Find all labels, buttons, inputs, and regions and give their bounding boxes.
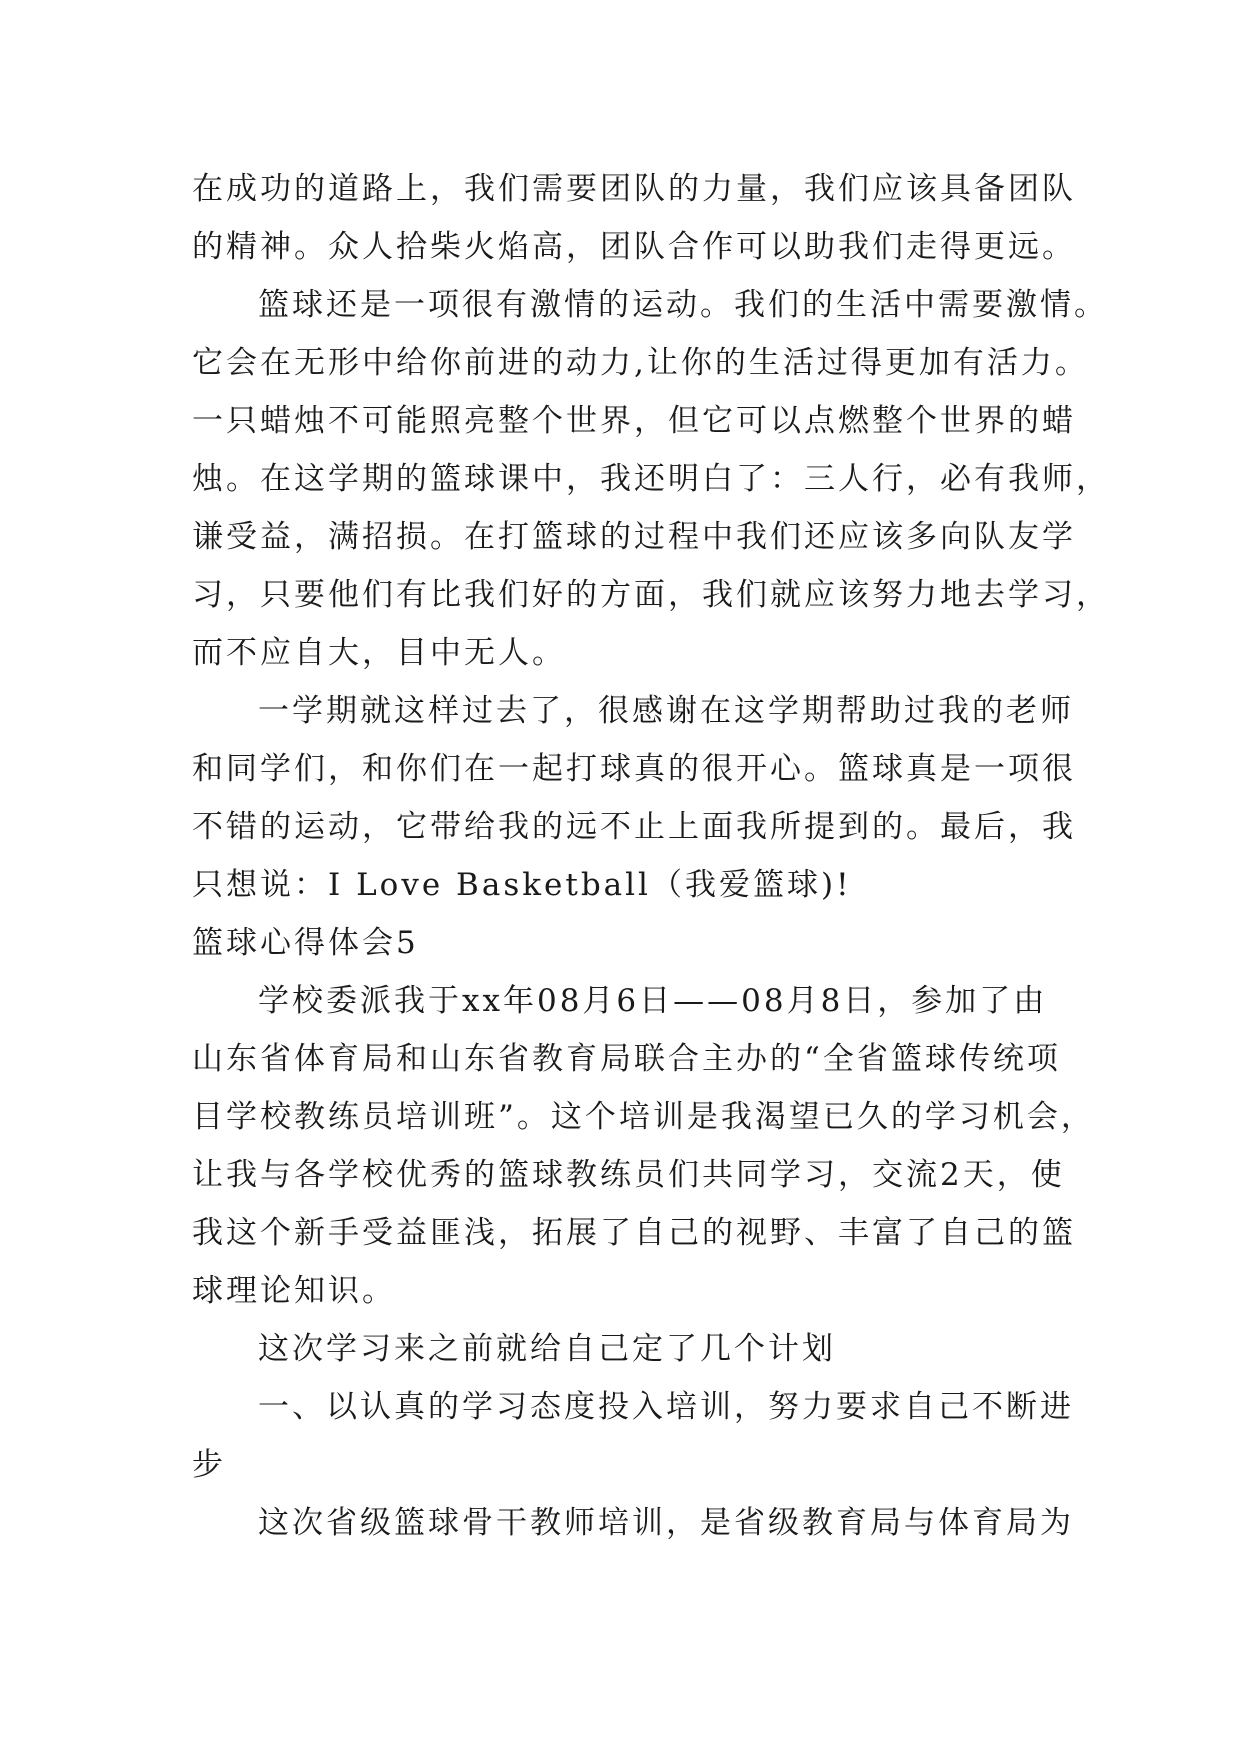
text-line: 在成功的道路上，我们需要团队的力量，我们应该具备团队 [192,171,1076,207]
text-line: 球理论知识。 [192,1273,396,1309]
text-line: 习，只要他们有比我们好的方面，我们就应该努力地去学习， [192,577,1110,613]
text-line: 谦受益，满招损。在打篮球的过程中我们还应该多向队友学 [192,519,1076,555]
paragraph-start-line: 这次省级篮球骨干教师培训，是省级教育局与体育局为 [258,1505,1074,1541]
text-line: 一只蜡烛不可能照亮整个世界，但它可以点燃整个世界的蜡 [192,403,1076,439]
text-line: 让我与各学校优秀的篮球教练员们共同学习，交流2天，使 [192,1157,1065,1193]
section-heading: 篮球心得体会5 [192,925,419,961]
text-line: 我这个新手受益匪浅，拓展了自己的视野、丰富了自己的篮 [192,1215,1076,1251]
text-line: 只想说：I Love Basketball（我爱篮球)! [192,867,852,903]
text-line: 目学校教练员培训班”。这个培训是我渴望已久的学习机会， [192,1099,1095,1135]
text-line: 步 [192,1447,226,1483]
paragraph-start-line: 学校委派我于xx年08月6日——08月8日，参加了由 [258,983,1048,1019]
paragraph-start-line: 一学期就这样过去了，很感谢在这学期帮助过我的老师 [258,693,1074,729]
text-line: 而不应自大，目中无人。 [192,635,566,671]
document-body [192,160,1110,1552]
text-line: 和同学们，和你们在一起打球真的很开心。篮球真是一项很 [192,751,1076,787]
text-line: 山东省体育局和山东省教育局联合主办的“全省篮球传统项 [192,1041,1061,1077]
paragraph-start-line: 篮球还是一项很有激情的运动。我们的生活中需要激情。 [258,287,1108,323]
paragraph-start-line: 这次学习来之前就给自己定了几个计划 [258,1331,836,1367]
paragraph-start-line: 一、以认真的学习态度投入培训，努力要求自己不断进 [258,1389,1074,1425]
text-line: 烛。在这学期的篮球课中，我还明白了：三人行，必有我师， [192,461,1110,497]
text-line: 它会在无形中给你前进的动力,让你的生活过得更加有活力。 [192,345,1089,381]
text-line: 不错的运动，它带给我的远不止上面我所提到的。最后，我 [192,809,1076,845]
text-line: 的精神。众人拾柴火焰高，团队合作可以助我们走得更远。 [192,229,1076,265]
